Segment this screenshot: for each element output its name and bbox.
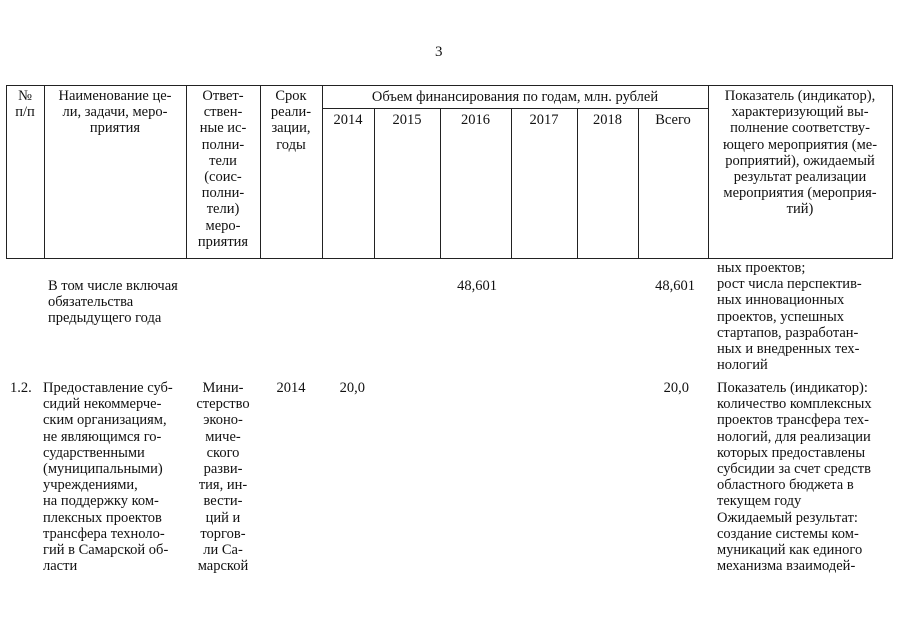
- header-funding-title: Объем финансирования по годам, млн. рублей: [371, 89, 659, 105]
- row1-2016-value: 48,601: [457, 278, 497, 294]
- header-num: № п/п: [15, 88, 35, 121]
- page-number: 3: [435, 44, 443, 60]
- header-responsible: Ответ- ствен- ные ис- полни- тели (соис- полни- тели) меро- приятия: [197, 88, 249, 250]
- row2-term: 2014: [276, 380, 306, 396]
- row1-name: В том числе включая обязательства предыдущего года: [48, 278, 178, 327]
- row1-total-value: 48,601: [655, 278, 695, 294]
- header-total: Всего: [655, 112, 691, 128]
- header-year-2015: 2015: [392, 112, 422, 128]
- row2-indicator: Показатель (индикатор): количество комплексных проектов трансфера тех- нологий, для реализации которых предоставлены субсидии за счет средств областного бюджета в текущем году Ожидаемый результат: создание системы ком- муникаций как единого механизма взаимодей-: [717, 380, 872, 575]
- row2-num: 1.2.: [10, 380, 32, 396]
- header-year-2017: 2017: [529, 112, 559, 128]
- header-year-2016: 2016: [461, 112, 490, 128]
- row1-indicator: ных проектов; рост числа перспектив- ных инновационных проектов, успешных стартапов, разработан- ных и внедренных тех- нологий: [717, 260, 862, 374]
- header-year-2014: 2014: [333, 112, 363, 128]
- row2-name: Предоставление суб- сидий некоммерче- ским организациям, не являющимся го- сударственными (муниципальными) учреждениями, на поддержку ком- плексных проектов трансфера техноло- гий в Самарской об- ласти: [43, 380, 173, 575]
- row2-responsible: Мини- стерство эконо- миче- ского разви- тия, ин- вести- ций и торгов- ли Са- марской: [196, 380, 250, 575]
- header-term: Срок реали- зации, годы: [270, 88, 312, 153]
- row2-total-value: 20,0: [663, 380, 689, 396]
- header-indicator: Показатель (индикатор), характеризующий вы- полнение соответству- ющего мероприятия (ме- роприятий), ожидаемый результат реализации мероприятия (мероприя- тий): [722, 88, 878, 218]
- row2-2014-value: 20,0: [339, 380, 365, 396]
- header-year-2018: 2018: [593, 112, 622, 128]
- header-name: Наименование це- ли, задачи, меро- приятия: [58, 88, 172, 137]
